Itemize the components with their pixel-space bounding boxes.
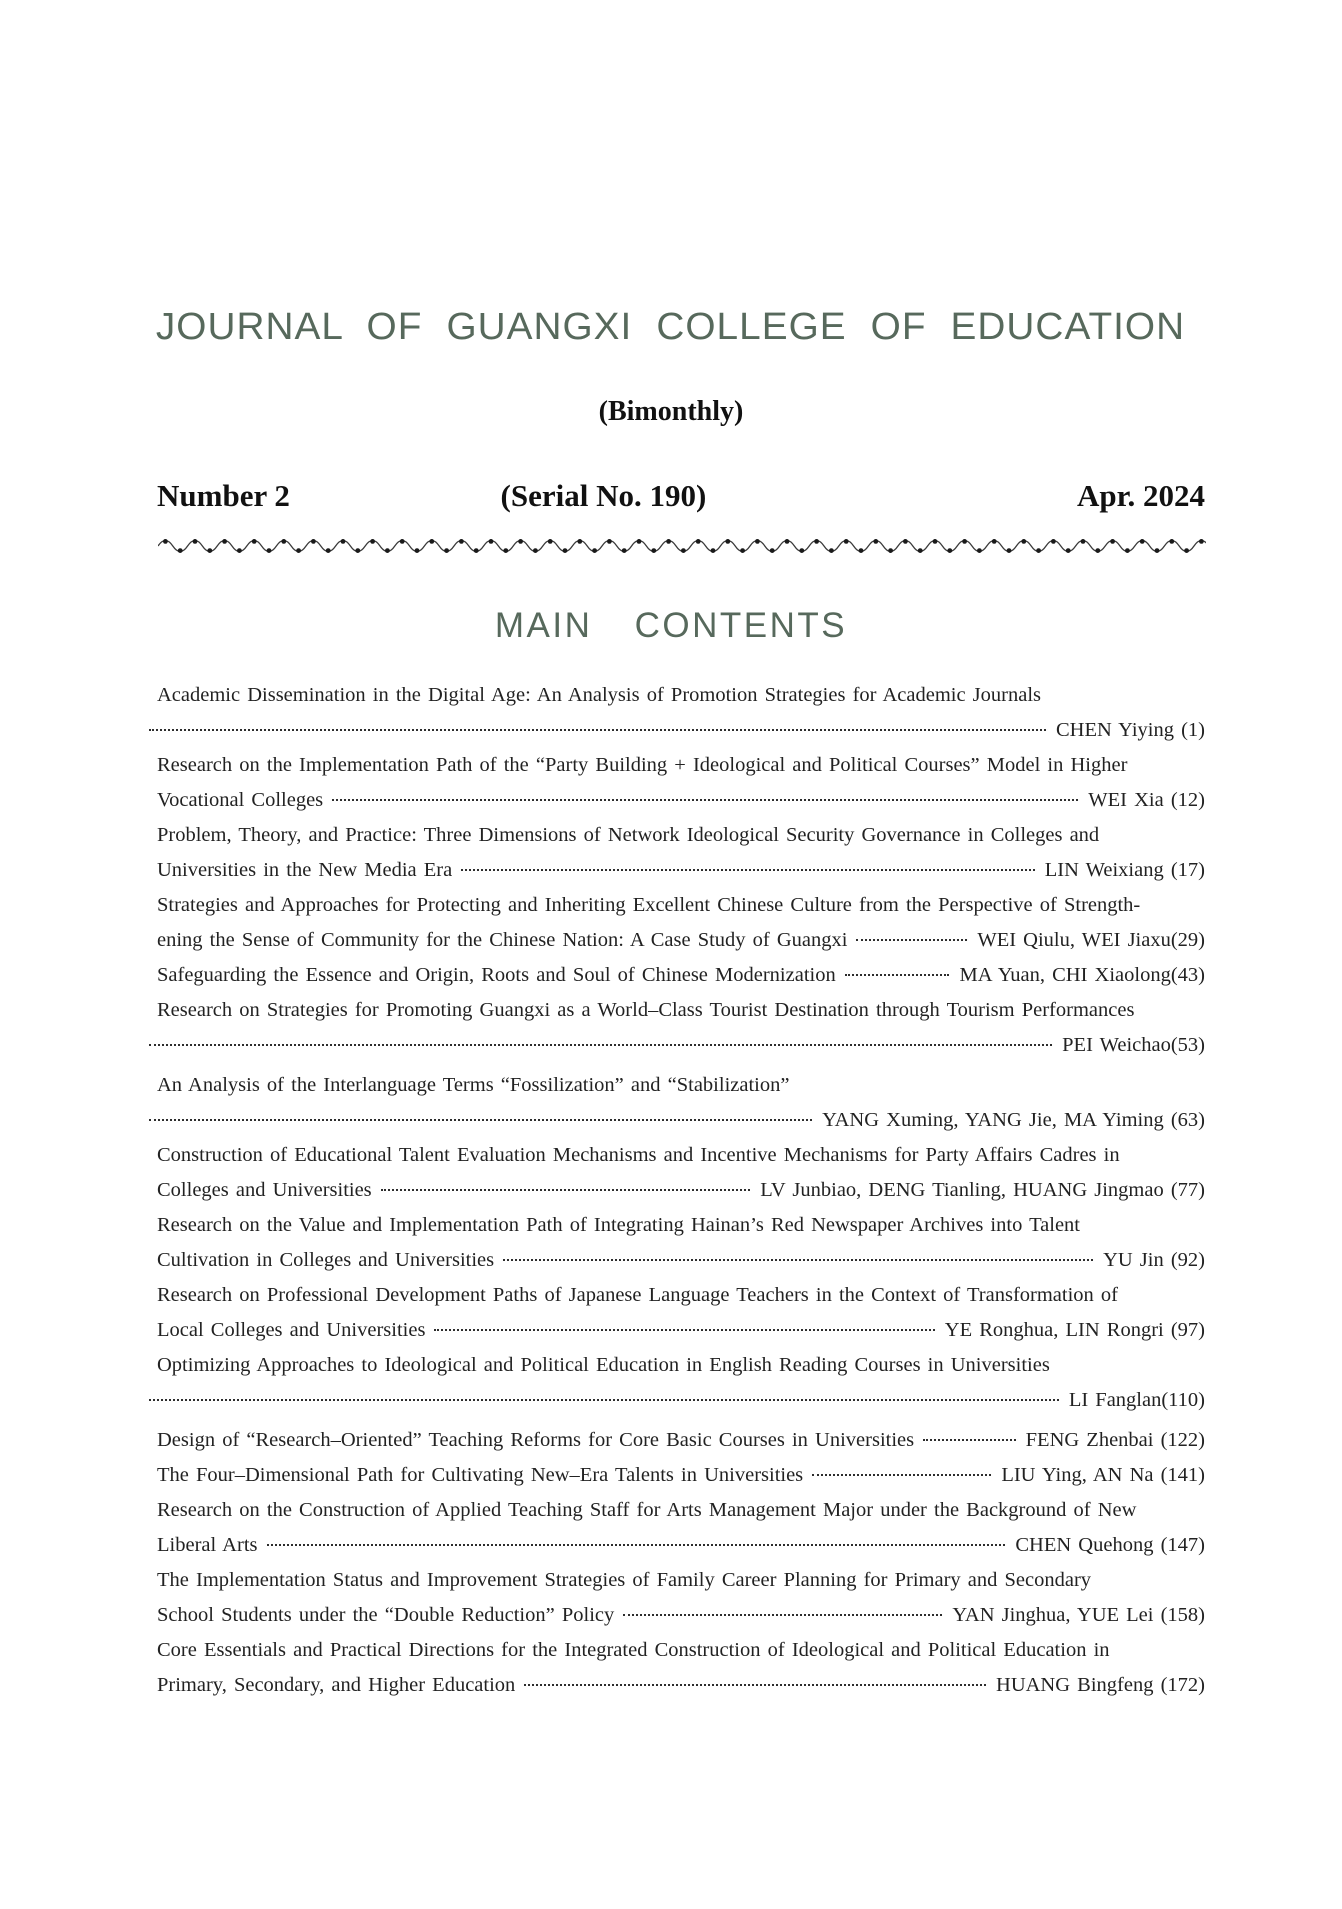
toc-line <box>157 1313 1205 1348</box>
dot-leader <box>149 716 1046 731</box>
toc-line <box>157 1383 1205 1418</box>
dot-leader <box>461 856 1035 871</box>
toc-article <box>157 958 1205 993</box>
article-title-text: Research on the Implementation Path of the “Party Building + Ideological and Political Courses” Model in Higher <box>157 754 1128 776</box>
toc-line <box>157 1173 1205 1208</box>
article-title-text: Problem, Theory, and Practice: Three Dimensions of Network Ideological Security Governance in Colleges and <box>157 824 1100 846</box>
toc-article <box>157 1633 1205 1703</box>
toc-article <box>157 818 1205 888</box>
article-title-text: Liberal Arts <box>157 1534 258 1556</box>
article-byline: YU Jin (92) <box>1103 1249 1205 1271</box>
article-title-text: Research on Strategies for Promoting Guangxi as a World–Class Tourist Destination through Tourism Performances <box>157 999 1135 1021</box>
dot-leader <box>381 1176 751 1191</box>
toc-line <box>157 1423 1205 1458</box>
article-title-text: School Students under the “Double Reduction” Policy <box>157 1604 615 1626</box>
article-title-text: Primary, Secondary, and Higher Education <box>157 1674 516 1696</box>
toc-list <box>157 678 1205 1703</box>
toc-line <box>157 958 1205 993</box>
wave-divider-graphic <box>158 534 1206 558</box>
dot-leader <box>149 1031 1052 1046</box>
toc-article <box>157 1348 1205 1418</box>
contents-heading <box>0 606 1342 646</box>
journal-title <box>0 306 1342 349</box>
dot-leader <box>812 1461 991 1476</box>
dot-leader <box>434 1316 934 1331</box>
article-title-text: Safeguarding the Essence and Origin, Roots and Soul of Chinese Modernization <box>157 964 836 986</box>
article-title-text: Research on the Construction of Applied Teaching Staff for Arts Management Major under the Background of New <box>157 1499 1137 1521</box>
article-byline: LIN Weixiang (17) <box>1044 859 1205 881</box>
article-byline: WEI Xia (12) <box>1088 789 1205 811</box>
article-byline: CHEN Quehong (147) <box>1015 1534 1205 1556</box>
article-byline: LI Fanglan(110) <box>1068 1389 1205 1411</box>
contents-heading-text: MAIN CONTENTS <box>494 606 848 645</box>
dot-leader <box>332 786 1078 801</box>
toc-article <box>157 1138 1205 1208</box>
issue-number: Number 2 <box>157 478 290 513</box>
article-title-text: Cultivation in Colleges and Universities <box>157 1249 495 1271</box>
article-byline: WEI Qiulu, WEI Jiaxu(29) <box>977 929 1205 951</box>
serial-number: (Serial No. 190) <box>500 478 707 513</box>
article-title-text: Local Colleges and Universities <box>157 1319 426 1341</box>
article-title-text: Academic Dissemination in the Digital Age: An Analysis of Promotion Strategies for Academic Journals <box>157 684 1042 706</box>
dot-leader <box>149 1386 1059 1401</box>
article-byline: YE Ronghua, LIN Rongri (97) <box>944 1319 1205 1341</box>
article-byline: HUANG Bingfeng (172) <box>996 1674 1205 1696</box>
toc-line <box>157 1668 1205 1703</box>
article-byline: LIU Ying, AN Na (141) <box>1001 1464 1205 1486</box>
frequency-label: (Bimonthly) <box>598 396 744 427</box>
article-byline: PEI Weichao(53) <box>1062 1034 1205 1056</box>
dot-leader <box>267 1531 1006 1546</box>
dot-leader <box>845 961 950 976</box>
article-title-text: Construction of Educational Talent Evaluation Mechanisms and Incentive Mechanisms for Party Affairs Cadres in <box>157 1144 1120 1166</box>
article-byline: YAN Jinghua, YUE Lei (158) <box>952 1604 1205 1626</box>
decorative-wave-divider <box>158 534 1206 558</box>
dot-leader <box>856 926 967 941</box>
toc-article <box>157 1208 1205 1278</box>
toc-line <box>157 783 1205 818</box>
toc-article <box>157 678 1205 748</box>
article-title-text: Universities in the New Media Era <box>157 859 453 881</box>
article-title-text: Strategies and Approaches for Protecting and Inheriting Excellent Chinese Culture from the Perspective of Strength- <box>157 894 1141 916</box>
toc-article <box>157 1458 1205 1493</box>
toc-article <box>157 993 1205 1063</box>
toc-line <box>157 923 1205 958</box>
dot-leader <box>149 1106 812 1121</box>
article-title-text: Research on the Value and Implementation Path of Integrating Hainan’s Red Newspaper Archives into Talent <box>157 1214 1081 1236</box>
dot-leader <box>524 1671 986 1686</box>
article-byline: MA Yuan, CHI Xiaolong(43) <box>959 964 1205 986</box>
article-byline: CHEN Yiying (1) <box>1055 719 1205 741</box>
article-title-text: Colleges and Universities <box>157 1179 372 1201</box>
article-byline: YANG Xuming, YANG Jie, MA Yiming (63) <box>822 1109 1205 1131</box>
toc-article <box>157 748 1205 818</box>
issue-meta-row <box>157 478 1205 514</box>
journal-title-text: JOURNAL OF GUANGXI COLLEGE OF EDUCATION <box>156 306 1186 348</box>
article-title-text: Research on Professional Development Paths of Japanese Language Teachers in the Context of Transformation of <box>157 1284 1118 1306</box>
toc-article <box>157 1068 1205 1138</box>
dot-leader <box>623 1601 942 1616</box>
article-title-text: The Four–Dimensional Path for Cultivating New–Era Talents in Universities <box>157 1464 804 1486</box>
article-title-text: Optimizing Approaches to Ideological and Political Education in English Reading Courses in Universities <box>157 1354 1050 1376</box>
article-title-text: Design of “Research–Oriented” Teaching Reforms for Core Basic Courses in Universities <box>157 1429 915 1451</box>
toc-article <box>157 1278 1205 1348</box>
issue-date: Apr. 2024 <box>1076 478 1205 513</box>
toc-article <box>157 1493 1205 1563</box>
toc-line <box>157 853 1205 888</box>
toc-line <box>157 1028 1205 1063</box>
toc-line <box>157 1458 1205 1493</box>
toc-line <box>157 1103 1205 1138</box>
dot-leader <box>923 1426 1016 1441</box>
article-byline: FENG Zhenbai (122) <box>1025 1429 1205 1451</box>
toc-line <box>157 713 1205 748</box>
toc-article <box>157 1423 1205 1458</box>
toc-article <box>157 888 1205 958</box>
article-byline: LV Junbiao, DENG Tianling, HUANG Jingmao (77) <box>760 1179 1205 1201</box>
article-title-text: Vocational Colleges <box>157 789 324 811</box>
article-title-text: ening the Sense of Community for the Chinese Nation: A Case Study of Guangxi <box>157 929 848 951</box>
dot-leader <box>503 1246 1093 1261</box>
article-title-text: The Implementation Status and Improvement Strategies of Family Career Planning for Primary and Secondary <box>157 1569 1092 1591</box>
toc-article <box>157 1563 1205 1633</box>
toc-line <box>157 1598 1205 1633</box>
toc-line <box>157 1243 1205 1278</box>
article-title-text: Core Essentials and Practical Directions for the Integrated Construction of Ideological and Political Education in <box>157 1639 1110 1661</box>
article-title-text: An Analysis of the Interlanguage Terms “Fossilization” and “Stabilization” <box>157 1074 790 1096</box>
toc-line <box>157 1528 1205 1563</box>
